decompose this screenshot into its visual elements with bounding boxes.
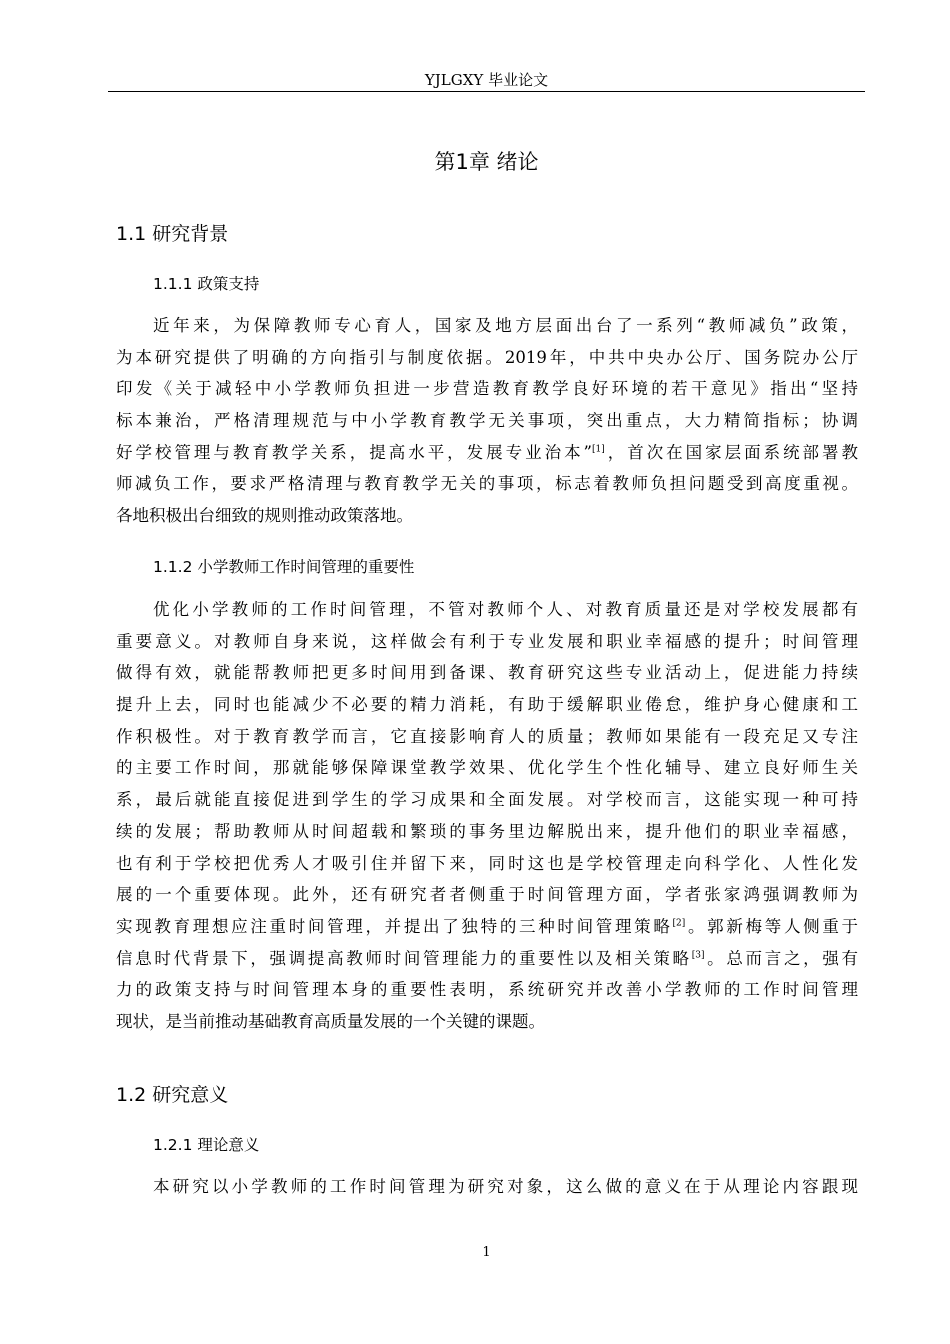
text-line: 各地积极出台细致的规则推动政策落地。 [116,506,413,526]
text-line: 本研究以小学教师的工作时间管理为研究对象，这么做的意义在于从理论内容跟现 [153,1177,858,1196]
text-line: 现状，是当前推动基础教育高质量发展的一个关键的课题。 [116,1011,545,1031]
text-line: 标本兼治，严格清理规范与中小学教育教学无关事项，突出重点，大力精简指标；协调 [116,411,858,431]
paragraph-theoretical-significance [116,1171,858,1203]
text-line: 师减负工作，要求严格清理与教育教学无关的事项，标志着教师负担问题受到高度重视。 [116,474,858,494]
subsection-heading-1-1-1: 1.1.1 政策支持 [153,275,260,293]
text-line: 近年来，为保障教师专心育人，国家及地方层面出台了一系列“教师减负”政策， [153,316,858,335]
text-line: 实现教育理想应注重时间管理，并提出了独特的三种时间管理策略[2]。郭新梅等人侧重于 [116,916,859,936]
citation-marker: [3] [691,950,705,961]
text-line: 展的一个重要体现。此外，还有研究者者侧重于时间管理方面，学者张家鸿强调教师为 [116,885,858,905]
section-heading-1-1: 1.1 研究背景 [116,223,229,245]
text-line: 优化小学教师的工作时间管理，不管对教师个人、对教育质量还是对学校发展都有 [153,600,858,619]
paragraph-policy-support [116,310,858,532]
running-header: YJLGXY 毕业论文 [424,71,549,89]
section-heading-1-2: 1.2 研究意义 [116,1084,229,1106]
text-line: 信息时代背景下，强调提高教师时间管理能力的重要性以及相关策略[3]。总而言之，强有 [116,948,859,968]
text-line: 提升上去，同时也能减少不必要的精力消耗，有助于缓解职业倦怠，维护身心健康和工 [116,695,858,715]
text-line: 做得有效，就能帮教师把更多时间用到备课、教育研究这些专业活动上，促进能力持续 [116,663,858,683]
text-line: 为本研究提供了明确的方向指引与制度依据。2019年，中共中央办公厅、国务院办公厅 [116,347,858,367]
subsection-heading-1-1-2: 1.1.2 小学教师工作时间管理的重要性 [153,558,415,576]
page-number: 1 [482,1245,491,1260]
text-line: 重要意义。对教师自身来说，这样做会有利于专业发展和职业幸福感的提升；时间管理 [116,631,858,651]
citation-marker: [1] [592,444,605,455]
paragraph-time-management-importance [116,594,858,1038]
text-line: 续的发展；帮助教师从时间超载和繁琐的事务里边解脱出来，提升他们的职业幸福感， [116,821,858,841]
citation-marker: [2] [672,918,686,929]
text-line: 的主要工作时间，那就能够保障课堂教学效果、优化学生个性化辅导、建立良好师生关 [116,758,858,778]
text-line: 印发《关于减轻中小学教师负担进一步营造教育教学良好环境的若干意见》指出“坚持 [116,379,858,399]
text-line: 系，最后就能直接促进到学生的学习成果和全面发展。对学校而言，这能实现一种可持 [116,790,858,810]
text-line: 力的政策支持与时间管理本身的重要性表明，系统研究并改善小学教师的工作时间管理 [116,980,858,1000]
text-line: 作积极性。对于教育教学而言，它直接影响育人的质量；教师如果能有一段充足又专注 [116,726,858,746]
text-line: 也有利于学校把优秀人才吸引住并留下来，同时这也是学校管理走向科学化、人性化发 [116,853,858,873]
text-line: 好学校管理与教育教学关系，提高水平，发展专业治本”[1]，首次在国家层面系统部署教 [116,442,859,462]
header-rule [108,91,865,92]
subsection-heading-1-2-1: 1.2.1 理论意义 [153,1136,260,1154]
chapter-title: 第1章 绪论 [434,150,539,174]
